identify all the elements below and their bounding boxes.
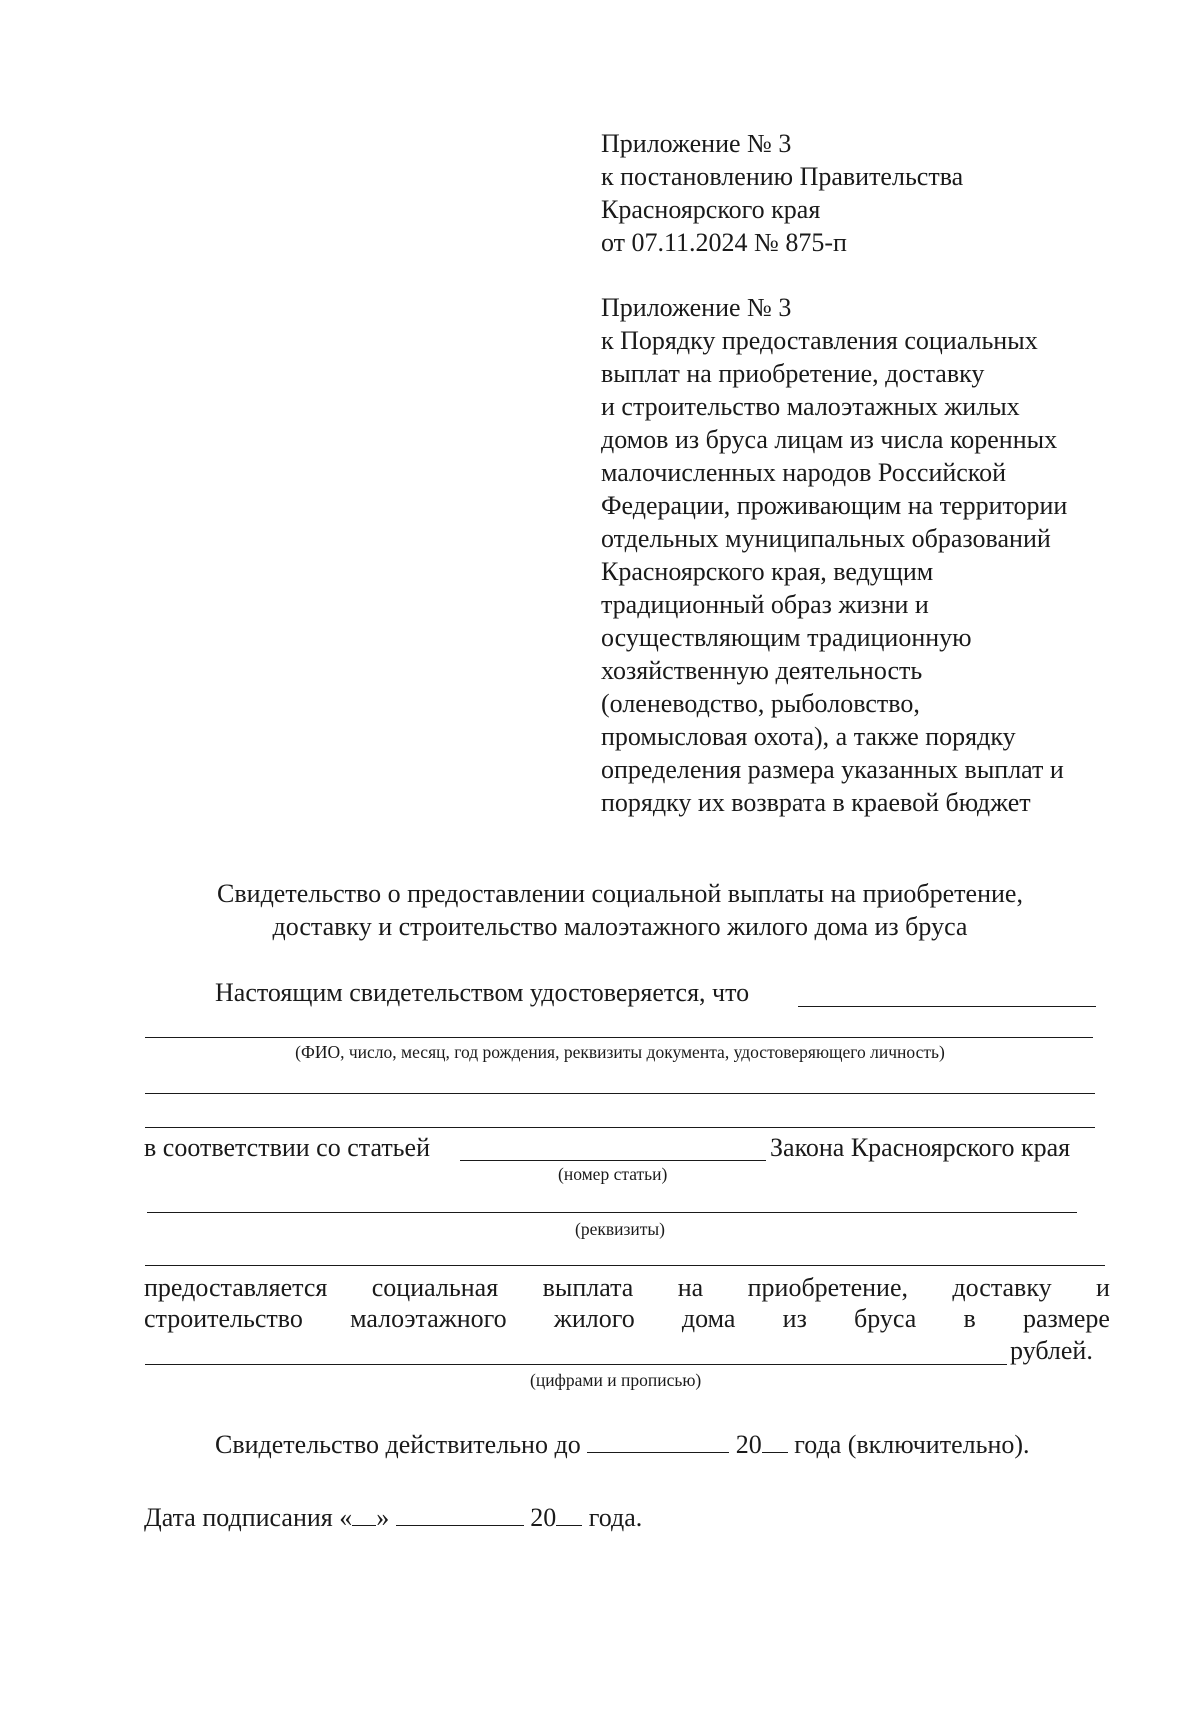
recipient-details-field-line3[interactable] xyxy=(145,1127,1095,1128)
appendix-line: малочисленных народов Российской xyxy=(601,458,1007,487)
word: социальная xyxy=(371,1273,499,1302)
amount-field[interactable] xyxy=(145,1364,1007,1365)
appendix-line: Красноярского края xyxy=(601,195,821,224)
rubles-label: рублей. xyxy=(1010,1336,1093,1365)
appendix-procedure xyxy=(601,291,1067,819)
appendix-line: от 07.11.2024 № 875-п xyxy=(601,228,847,257)
signing-prefix: Дата подписания « xyxy=(144,1503,353,1532)
word: жилого xyxy=(553,1304,635,1333)
signing-day-field[interactable] xyxy=(352,1503,376,1526)
appendix-line: Федерации, проживающим на территории xyxy=(601,491,1068,520)
signing-suffix: года. xyxy=(588,1503,643,1532)
appendix-line: хозяйственную деятельность xyxy=(601,656,923,685)
validity-year-field[interactable] xyxy=(762,1430,788,1453)
certify-text: Настоящим свидетельством удостоверяется, что xyxy=(215,978,750,1007)
certificate-title-line: Свидетельство о предоставлении социальной выплаты на приобретение, xyxy=(217,879,1023,908)
word: бруса xyxy=(854,1304,917,1333)
word: малоэтажного xyxy=(350,1304,507,1333)
appendix-line: (оленеводство, рыболовство, xyxy=(601,689,920,718)
recipient-name-field[interactable] xyxy=(798,1006,1096,1007)
article-suffix: Закона Красноярского края xyxy=(770,1133,1071,1162)
appendix-line: Красноярского края, ведущим xyxy=(601,557,934,586)
certificate-title-line: доставку и строительство малоэтажного жилого дома из бруса xyxy=(272,912,968,941)
validity-year-prefix: 20 xyxy=(735,1430,762,1459)
recipient-details-field[interactable] xyxy=(145,1037,1093,1038)
appendix-line: осуществляющим традиционную xyxy=(601,623,972,652)
validity-line xyxy=(215,1430,1030,1460)
word: и xyxy=(1096,1273,1110,1302)
article-prefix: в соответствии со статьей xyxy=(144,1133,430,1162)
article-number-field[interactable] xyxy=(460,1160,766,1161)
appendix-government-resolution xyxy=(601,127,963,259)
appendix-line: отдельных муниципальных образований xyxy=(601,524,1051,553)
amount-hint: (цифрами и прописью) xyxy=(530,1370,702,1390)
article-hint: (номер статьи) xyxy=(558,1164,668,1184)
word: приобретение, xyxy=(747,1273,908,1302)
word: размере xyxy=(1023,1304,1110,1333)
signing-date-line xyxy=(144,1503,642,1533)
appendix-line: и строительство малоэтажных жилых xyxy=(601,392,1020,421)
requisites-field[interactable] xyxy=(147,1212,1077,1213)
appendix-line: Приложение № 3 xyxy=(601,293,792,322)
appendix-line: Приложение № 3 xyxy=(601,129,792,158)
validity-date-field[interactable] xyxy=(587,1430,729,1453)
recipient-details-field-line2[interactable] xyxy=(145,1093,1095,1094)
certificate-title xyxy=(140,877,1100,943)
signing-month-field[interactable] xyxy=(396,1503,524,1526)
appendix-line: промысловая охота), а также порядку xyxy=(601,722,1016,751)
requisites-hint: (реквизиты) xyxy=(575,1219,665,1239)
appendix-line: к Порядку предоставления социальных xyxy=(601,326,1038,355)
validity-prefix: Свидетельство действительно до xyxy=(215,1430,581,1459)
word: в xyxy=(963,1304,976,1333)
word: выплата xyxy=(542,1273,634,1302)
provided-line-1 xyxy=(144,1273,1110,1303)
appendix-line: к постановлению Правительства xyxy=(601,162,964,191)
word: из xyxy=(782,1304,807,1333)
word: строительство xyxy=(144,1304,303,1333)
provided-line-2 xyxy=(144,1304,1110,1334)
word: на xyxy=(677,1273,704,1302)
appendix-line: домов из бруса лицам из числа коренных xyxy=(601,425,1058,454)
signing-quote-close: » xyxy=(376,1503,390,1532)
requisites-field-line2[interactable] xyxy=(145,1265,1105,1266)
word: дома xyxy=(681,1304,736,1333)
appendix-line: традиционный образ жизни и xyxy=(601,590,929,619)
word: доставку xyxy=(952,1273,1052,1302)
appendix-line: порядку их возврата в краевой бюджет xyxy=(601,788,1031,817)
signing-year-prefix: 20 xyxy=(530,1503,557,1532)
signing-year-field[interactable] xyxy=(556,1503,582,1526)
appendix-line: определения размера указанных выплат и xyxy=(601,755,1064,784)
validity-suffix: года (включительно). xyxy=(794,1430,1030,1459)
fio-hint: (ФИО, число, месяц, год рождения, реквизиты документа, удостоверяющего личность) xyxy=(295,1042,945,1062)
word: предоставляется xyxy=(144,1273,328,1302)
appendix-line: выплат на приобретение, доставку xyxy=(601,359,985,388)
